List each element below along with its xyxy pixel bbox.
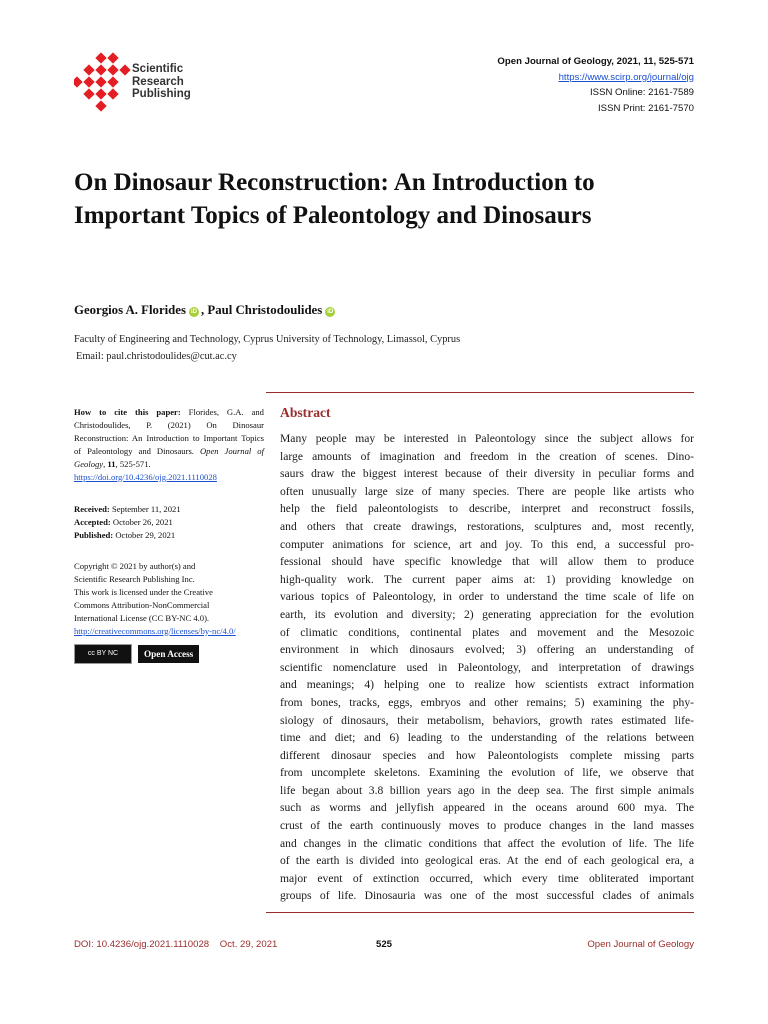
orcid-icon[interactable]: iD [190, 309, 197, 315]
abstract-line: time and diet; and 6) leading to the understanding of the relations between [280, 731, 694, 745]
received-label: Received: [74, 504, 110, 514]
abstract-line: Many people may be interested in Paleontology since the subject allows for [280, 432, 694, 445]
abstract-line: fessional should have specific knowledge that will allow them to produce [280, 555, 694, 569]
abstract-line: different dinosaur species and how Paleontologists complete missing parts [280, 748, 694, 762]
copyright-line-1: Copyright © 2021 by author(s) and [74, 561, 196, 571]
cite-label: How to cite this paper: [74, 407, 181, 417]
author-separator: , [200, 303, 208, 317]
abstract-line: and changes in the climatic conditions that affect the evolution of life. The life [280, 836, 694, 850]
abstract-line: computer animations for science, art and joy. To this end, a successful pro- [280, 537, 694, 551]
abstract-bottom-rule [266, 912, 694, 913]
abstract-line: siology of dinosaurs, their metabolism, behaviors, growth rates estimated life- [280, 713, 694, 727]
abstract-line: large amounts of imagination and freedom in the creation of scenes. Dino- [280, 449, 694, 463]
abstract-line: of the earth is divided into geological eras. At the end of each geological era, a [280, 854, 694, 868]
footer-doi-date: DOI: 10.4236/ojg.2021.1110028 Oct. 29, 2021 [74, 939, 278, 950]
copyright-line-5: International License (CC BY-NC 4.0). [74, 612, 210, 623]
abstract-line: help the field paleontologists to describe, interpret and reconstruct fossils, [280, 502, 694, 516]
cite-volume: 11 [107, 458, 116, 469]
abstract-line: high-quality work. The current paper aims at: 1) providing knowledge on [280, 572, 694, 586]
abstract-line: and others that create drawings, restorations, sculptures and, most recently, [280, 519, 694, 533]
abstract-line: earth, its evolution and diversity; 2) generating appreciation for the evolution [280, 607, 694, 621]
cite-pages: , 525-571. [115, 458, 151, 469]
copyright-notice [74, 560, 264, 637]
abstract-line: often unusually large size of many species. There are people like artists who [280, 484, 694, 498]
abstract-heading: Abstract [280, 405, 331, 420]
abstract-line: and meanings; 4) helping one to realize how scientists extract information [280, 678, 694, 692]
doi-link[interactable]: https://doi.org/10.4236/ojg.2021.1110028 [74, 471, 217, 482]
abstract-line: from uncomplete skeletons. Examining the evolution of life, we observe that [280, 766, 694, 780]
copyright-line-2: Scientific Research Publishing Inc. [74, 573, 195, 584]
abstract-line: such as worms and jellyfish appeared in the oceans around 600 mya. The [280, 801, 694, 815]
published-date: October 29, 2021 [115, 529, 176, 540]
abstract-line: saurs draw the biggest interest because of their diversity in peculiar forms and [280, 467, 694, 481]
issn-print: ISSN Print: 2161-7570 [598, 102, 694, 114]
orcid-icon[interactable]: iD [327, 309, 334, 315]
publisher-line-2: Research [132, 75, 184, 88]
abstract-line: environment in which dinosaurs evolved; 3) offering an understanding of [280, 643, 694, 657]
author-list [74, 303, 337, 318]
copyright-line-3: This work is licensed under the Creative [74, 586, 213, 597]
accepted-date: October 26, 2021 [112, 516, 173, 527]
how-to-cite: How to cite this paper: Florides, G.A. and Christodoulides, P. (2021) On Dinosaur Reconstruction: An Introduction to Important Topics of Paleontology and Dinosaurs. Open Journal of Geology, 11, 525-571. https://doi.org/10.4236/ojg.2021.1110028 [74, 407, 264, 482]
journal-citation: Open Journal of Geology, 2021, 11, 525-571 [497, 56, 694, 67]
abstract-top-rule [266, 392, 694, 393]
cc-by-nc-badge[interactable]: cc BY NC [74, 644, 132, 664]
abstract-line: life began about 3.8 billion years ago in the deep sea. The first simple animals [280, 783, 694, 797]
published-label: Published: [74, 529, 114, 540]
publisher-line-1: Scientific [132, 63, 184, 75]
publication-dates [74, 503, 264, 542]
abstract-body [280, 430, 694, 905]
abstract-line: groups of life. Dinosauria was one of the most successful clades of animals [280, 889, 694, 903]
paper-title: On Dinosaur Reconstruction: An Introduction to Important Topics of Paleontology and Dinosaurs [74, 169, 595, 229]
open-access-badge: Open Access [138, 645, 199, 663]
publisher-line-3: Publishing [132, 88, 191, 100]
journal-info [497, 54, 694, 116]
license-badges [74, 644, 199, 664]
journal-url-link[interactable]: https://www.scirp.org/journal/ojg [558, 71, 694, 83]
affiliation: Faculty of Engineering and Technology, Cyprus University of Technology, Limassol, Cyprus [74, 334, 461, 345]
abstract-line: various topics of Paleontology, in order to understand the time scale of life on [280, 590, 694, 604]
footer-journal: Open Journal of Geology [587, 939, 694, 950]
cite-text: Florides, G.A. and Christodoulides, P. (2021) On Dinosaur Reconstruction: An Introduction to Important Topics of Paleontology and Dinosaurs. [74, 407, 264, 456]
abstract-line: of climatic conditions, continental plates and movement and the Mesozoic [280, 625, 694, 639]
license-link[interactable]: http://creativecommons.org/licenses/by-nc/4.0/ [74, 625, 236, 636]
author-1: Georgios A. Florides [74, 303, 186, 317]
received-date: September 11, 2021 [111, 504, 181, 514]
page-number: 525 [376, 939, 393, 950]
email: Email: paul.christodoulides@cut.ac.cy [76, 351, 237, 362]
copyright-line-4: Commons Attribution-NonCommercial [74, 599, 210, 610]
abstract-line: crust of the earth continuously moves to produce changes in the land masses [280, 819, 694, 833]
issn-online: ISSN Online: 2161-7589 [590, 87, 694, 98]
publisher-name [132, 63, 191, 101]
cite-journal: Open Journal of Geology [74, 445, 264, 469]
abstract-line: from bones, tracks, eggs, embryos and other remains; 5) examining the phy- [280, 695, 694, 709]
abstract-line: scientific nomenclature used in Paleontology, and interpretation of drawings [280, 660, 694, 674]
author-2: Paul Christodoulides [207, 303, 323, 317]
abstract-line: major event of extinction occurred, which every time obliterated important [280, 871, 694, 885]
accepted-label: Accepted: [74, 516, 111, 527]
